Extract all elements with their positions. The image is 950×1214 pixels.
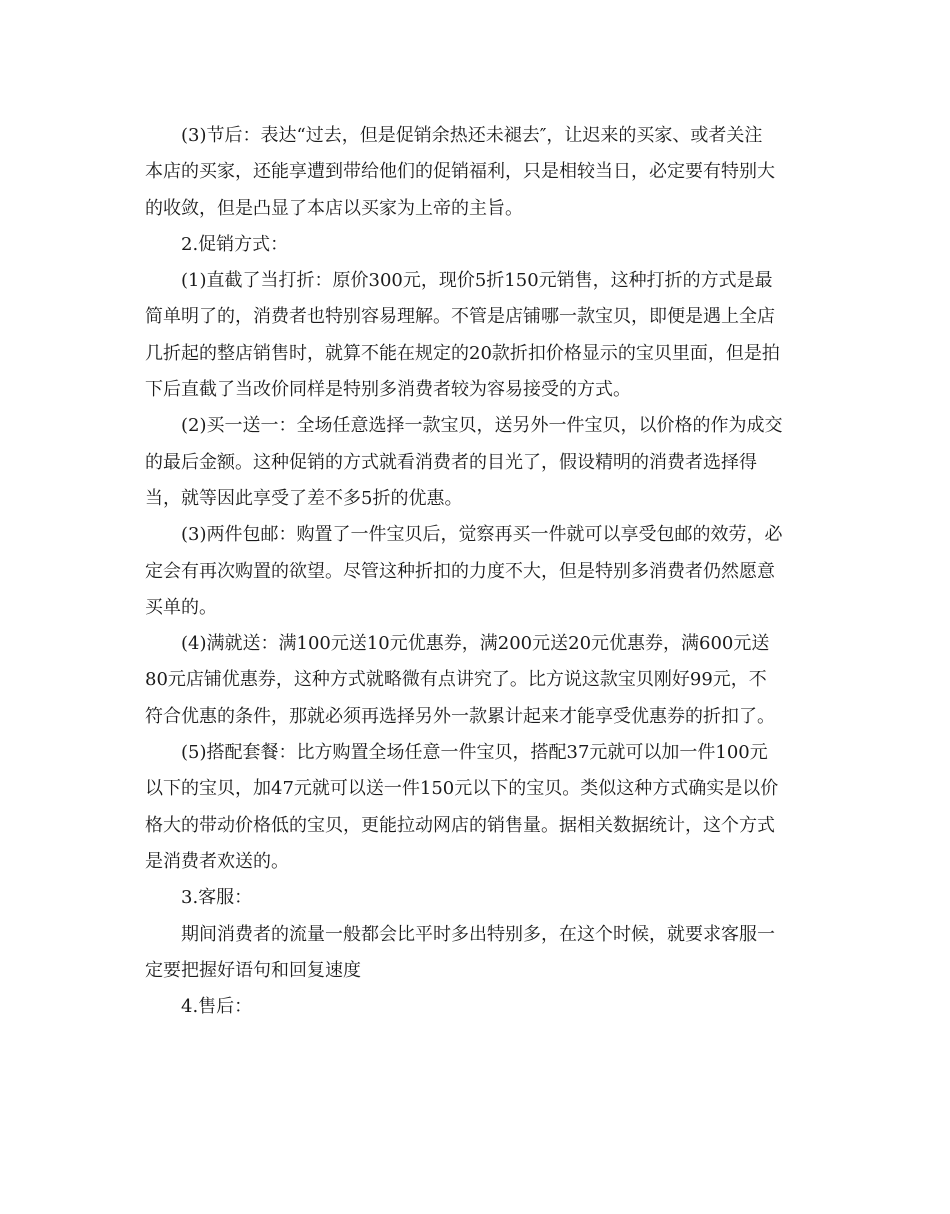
text-line: 是消费者欢送的。 bbox=[145, 850, 289, 872]
text-line: 以下的宝贝，加47元就可以送一件150元以下的宝贝。类似这种方式确实是以价 bbox=[145, 778, 779, 800]
text-line: 4.售后： bbox=[181, 996, 253, 1018]
text-line: 本店的买家，还能享遭到带给他们的促销福利，只是相较当日，必定要有特别大 bbox=[145, 161, 775, 183]
heading-promotion-methods bbox=[145, 227, 810, 263]
text-line: 3.客服： bbox=[181, 887, 253, 909]
heading-customer-service bbox=[145, 880, 810, 916]
heading-after-sales bbox=[145, 989, 810, 1025]
text-line: 简单明了的，消费者也特别容易理解。不管是店铺哪一款宝贝，即便是遇上全店 bbox=[145, 306, 775, 328]
text-line: 期间消费者的流量一般都会比平时多出特别多，在这个时候，就要求客服一 bbox=[181, 923, 775, 945]
text-line: (3)节后：表达“过去，但是促销余热还未褪去″，让迟来的买家、或者关注 bbox=[181, 125, 763, 146]
text-line: 符合优惠的条件，那就必须再选择另外一款累计起来才能享受优惠券的折扣了。 bbox=[145, 705, 775, 727]
text-line: 2.促销方式： bbox=[181, 233, 289, 255]
text-line: (5)搭配套餐：比方购置全场任意一件宝贝，搭配37元就可以加一件100元 bbox=[181, 742, 768, 764]
paragraph-bundle-package bbox=[145, 735, 810, 880]
text-line: (2)买一送一：全场任意选择一款宝贝，送另外一件宝贝，以价格的作为成交 bbox=[181, 415, 783, 437]
text-line: (3)两件包邮：购置了一件宝贝后，觉察再买一件就可以享受包邮的效劳，必 bbox=[181, 524, 783, 546]
text-line: 80元店铺优惠券，这种方式就略微有点讲究了。比方说这款宝贝刚好99元，不 bbox=[145, 669, 767, 691]
text-line: (1)直截了当打折：原价300元，现价5折150元销售，这种打折的方式是最 bbox=[181, 270, 773, 292]
text-line: 买单的。 bbox=[145, 596, 217, 618]
text-line: 定要把握好语句和回复速度 bbox=[145, 959, 361, 981]
text-line: 当，就等因此享受了差不多5折的优惠。 bbox=[145, 487, 463, 509]
text-line: 的最后金额。这种促销的方式就看消费者的目光了，假设精明的消费者选择得 bbox=[145, 451, 757, 473]
text-line: 格大的带动价格低的宝贝，更能拉动网店的销售量。据相关数据统计，这个方式 bbox=[145, 814, 775, 836]
paragraph-post-holiday bbox=[145, 118, 810, 227]
document-body bbox=[145, 118, 810, 1025]
paragraph-customer-service bbox=[145, 917, 810, 990]
text-line: (4)满就送：满100元送10元优惠券，满200元送20元优惠券，满600元送 bbox=[181, 633, 770, 655]
paragraph-direct-discount bbox=[145, 263, 810, 408]
paragraph-buy-one-get-one bbox=[145, 408, 810, 517]
text-line: 定会有再次购置的欲望。尽管这种折扣的力度不大，但是特别多消费者仍然愿意 bbox=[145, 560, 775, 582]
paragraph-spend-and-get bbox=[145, 626, 810, 735]
paragraph-two-items-free-shipping bbox=[145, 517, 810, 626]
text-line: 几折起的整店销售时，就算不能在规定的20款折扣价格显示的宝贝里面，但是拍 bbox=[145, 342, 780, 364]
text-line: 的收敛，但是凸显了本店以买家为上帝的主旨。 bbox=[145, 197, 523, 219]
text-line: 下后直截了当改价同样是特别多消费者较为容易接受的方式。 bbox=[145, 379, 631, 401]
